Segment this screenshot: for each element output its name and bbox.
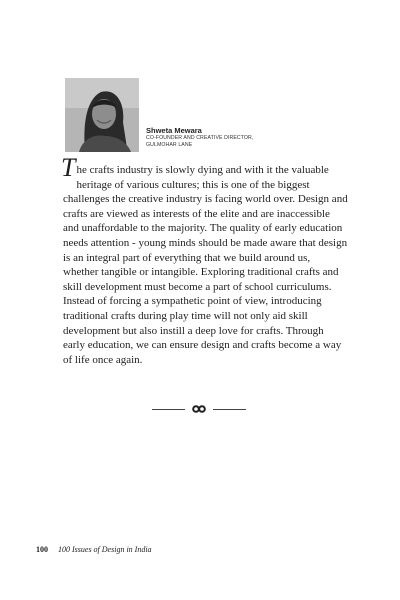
author-block	[146, 126, 253, 149]
author-role: CO-FOUNDER AND CREATIVE DIRECTOR,	[146, 135, 254, 141]
author-organization: GULMOHAR LANE	[146, 142, 193, 148]
section-divider	[152, 404, 246, 414]
essay-body: he crafts industry is slowly dying and with it the valuable heritage of various cultures; this is one of the biggest challenges the creative industry is facing world over. Design and crafts are viewed as interests of the elite and are inaccessible and unaffordable to the majority. The quality of early education needs attention - young minds should be made aware that design is an integral part of everything that we build around us, whether tangible or intangible. Exploring traditional crafts and skill development must become a part of school curriculums. Instead of forcing a sympathetic point of view, introducing traditional crafts during play time will not only aid skill development but also instill a deep love for crafts. Through early education, we can ensure design and crafts become a way of life once again.	[63, 164, 348, 366]
essay-text	[61, 153, 348, 367]
book-title: 100 Issues of Design in India	[58, 545, 152, 554]
author-name: Shweta Mewara	[146, 126, 202, 135]
portrait-image	[65, 78, 139, 152]
drop-cap: T	[61, 153, 76, 182]
author-photo	[65, 78, 139, 152]
infinity-ornament-icon	[192, 404, 206, 414]
divider-rule-left	[152, 409, 185, 410]
page-footer	[36, 545, 152, 554]
page-number: 100	[36, 545, 48, 554]
divider-rule-right	[213, 409, 246, 410]
